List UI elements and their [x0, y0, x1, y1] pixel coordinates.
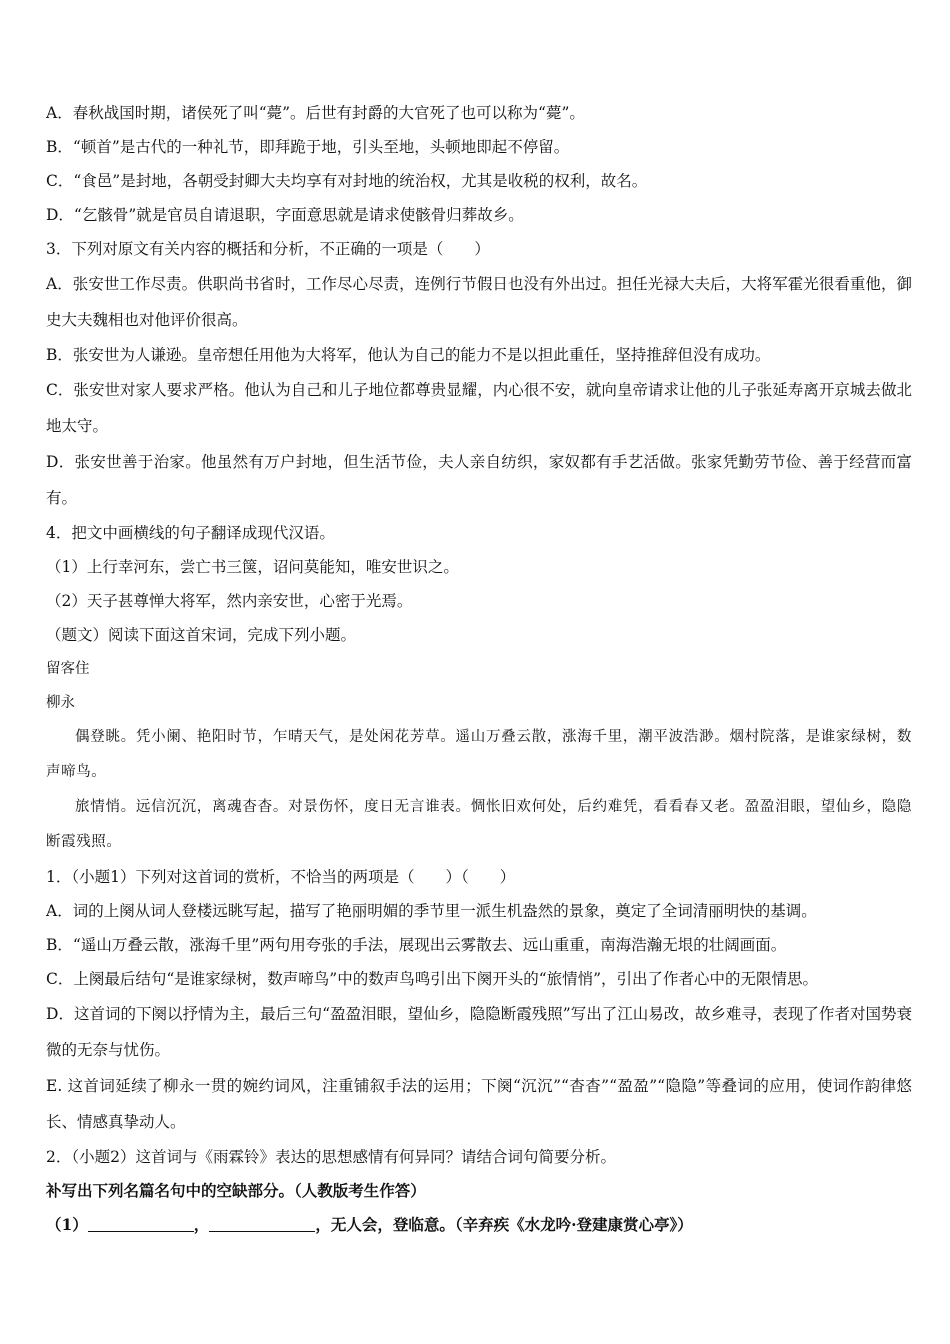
- fill-in-heading: 补写出下列名篇名句中的空缺部分。（人教版考生作答）: [46, 1181, 426, 1200]
- question-4-item-2: （2）天子甚尊惮大将军，然内亲安世，心密于光焉。: [46, 592, 413, 610]
- poem-title: 留客住: [46, 661, 90, 677]
- document-page: [46, 96, 912, 1242]
- fill-in-separator: ，: [193, 1215, 210, 1234]
- option-d: D．“乞骸骨”就是官员自请退职，字面意思就是请求使骸骨归葬故乡。: [46, 206, 524, 224]
- subquestion-1-option-b: B．“遥山万叠云散，涨海千里”两句用夸张的手法，展现出云雾散去、远山重重，南海浩瀚无垠的壮阔画面。: [46, 936, 787, 954]
- subquestion-1-option-e: E. 这首词延续了柳永一贯的婉约词风，注重铺叙手法的运用；下阕“沉沉”“杳杳”“盈盈”“隐隐”等叠词的应用，使词作韵律悠长、情感真挚动人。: [46, 1077, 912, 1131]
- question-4-stem: 4．把文中画横线的句子翻译成现代汉语。: [46, 524, 335, 542]
- subquestion-1-option-d: D．这首词的下阕以抒情为主，最后三句“盈盈泪眼，望仙乡，隐隐断霞残照”写出了江山易改，故乡难寻，表现了作者对国势衰微的无奈与忧伤。: [46, 1005, 912, 1059]
- answer-blank-2[interactable]: [209, 1215, 315, 1232]
- subquestion-1-option-a: A．词的上阕从词人登楼远眺写起，描写了艳丽明媚的季节里一派生机盎然的景象，奠定了全词清丽明快的基调。: [46, 902, 817, 920]
- question-3-option-a: A．张安世工作尽责。供职尚书省时，工作尽心尽责，连例行节假日也没有外出过。担任光禄大夫后，大将军霍光很看重他，御史大夫魏相也对他评价很高。: [46, 275, 912, 329]
- fill-in-tail: ，无人会，登临意。（辛弃疾《水龙吟·登建康赏心亭》）: [315, 1215, 693, 1234]
- option-c: C．“食邑”是封地，各朝受封卿大夫均享有对封地的统治权，尤其是收税的权利，故名。: [46, 172, 648, 190]
- question-3-stem: 3．下列对原文有关内容的概括和分析，不正确的一项是（ ）: [46, 240, 490, 258]
- answer-blank-1[interactable]: [88, 1215, 194, 1232]
- poem-stanza-2: 旅情悄。远信沉沉，离魂杳杳。对景伤怀，度日无言谁表。惆怅旧欢何处，后约难凭，看看春又老。盈盈泪眼，望仙乡，隐隐断霞残照。: [46, 799, 912, 850]
- poem-author: 柳永: [46, 695, 75, 711]
- fill-in-prefix: （1）: [46, 1215, 88, 1234]
- poem-intro: （题文）阅读下面这首宋词，完成下列小题。: [46, 626, 357, 644]
- subquestion-1-stem: 1．（小题1）下列对这首词的赏析，不恰当的两项是（ ）（ ）: [46, 868, 516, 886]
- question-3-option-b: B．张安世为人谦逊。皇帝想任用他为大将军，他认为自己的能力不是以担此重任，坚持推辞但没有成功。: [46, 346, 771, 364]
- question-3-option-d: D．张安世善于治家。他虽然有万户封地，但生活节俭，夫人亲自纺织，家奴都有手艺活做。张家凭勤劳节俭、善于经营而富有。: [46, 453, 912, 507]
- subquestion-2: 2．（小题2）这首词与《雨霖铃》表达的思想感情有何异同？请结合词句简要分析。: [46, 1148, 616, 1166]
- question-3-option-c: C．张安世对家人要求严格。他认为自己和儿子地位都尊贵显耀，内心很不安，就向皇帝请求让他的儿子张延寿离开京城去做北地太守。: [46, 381, 912, 435]
- question-4-item-1: （1）上行幸河东，尝亡书三箧，诏问莫能知，唯安世识之。: [46, 558, 459, 576]
- poem-stanza-1: 偶登眺。凭小阑、艳阳时节，乍晴天气，是处闲花芳草。遥山万叠云散，涨海千里，潮平波浩渺。烟村院落，是谁家绿树，数声啼鸟。: [46, 729, 912, 780]
- fill-in-item-1: [46, 1208, 912, 1242]
- option-a: A．春秋战国时期，诸侯死了叫“薨”。后世有封爵的大官死了也可以称为“薨”。: [46, 104, 585, 122]
- option-b: B．“顿首”是古代的一种礼节，即拜跪于地，引头至地，头顿地即起不停留。: [46, 138, 570, 156]
- subquestion-1-option-c: C．上阕最后结句“是谁家绿树，数声啼鸟”中的数声鸟鸣引出下阕开头的“旅情悄”，引出了作者心中的无限情思。: [46, 970, 819, 988]
